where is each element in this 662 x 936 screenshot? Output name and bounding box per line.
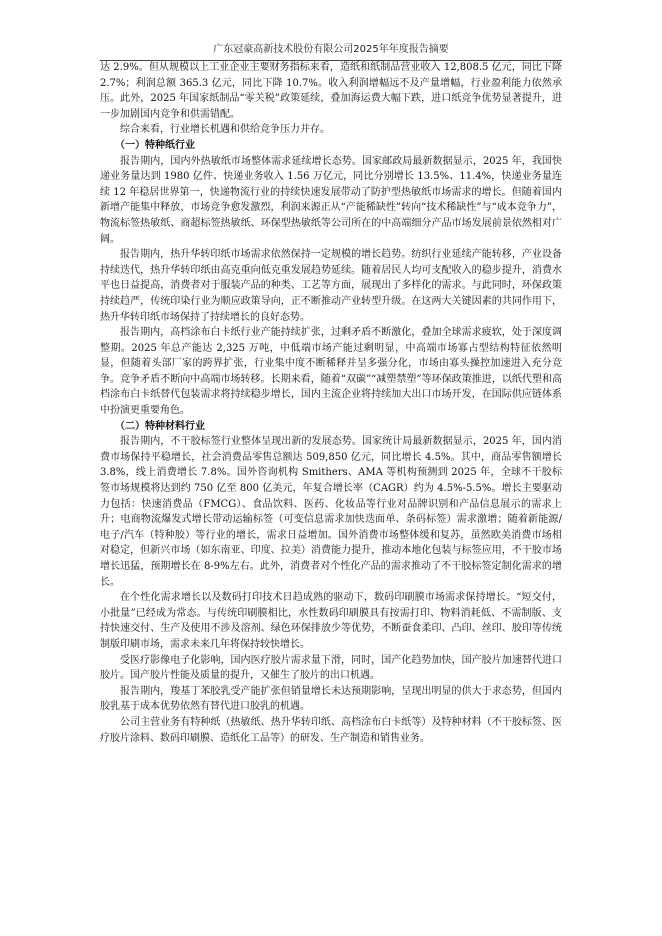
paragraph-coated-board: 报告期内，高档涂布白卡纸行业产能持续扩张，过剩矛盾不断激化，叠加全球需求疲软，处于深度调整期。2025 年总产能达 2,325 万吨，中低端市场产能过剩明显，中高端市场寡占型结构特征依然明显，但随着头部厂家的跨界扩张，行业集中度不断稀释并呈多强分化，市场由寡头操控加速进入充分竞争。竞争矛盾不断向中高端市场转移。长期来看，随着“双碳”“减塑禁塑”等环保政策推进，以纸代塑和高档涂布白卡纸替代包装需求将持续稳步增长，国内主流企业将持续加大出口市场开发，在国际供应链体系中扮演更重要角色。 <box>100 327 562 417</box>
paragraph-summary: 综合来看，行业增长机遇和供给竞争压力并存。 <box>120 124 330 136</box>
paragraph-continued: 达 2.9%。但从规模以上工业企业主要财务指标来看，造纸和纸制品营业收入 12,808.5 亿元，同比下降 2.7%；利润总额 365.3 亿元，同比下降 10.7%。收入利润增幅远不及产量增幅，行业盈利能力依然承压。此外，2025 年国家纸制品“零关税”政策延续，叠加海运费大幅下跌，进口纸竞争优势显著提升，进一步加剧国内竞争和供需错配。 <box>100 62 562 120</box>
section-heading-specialty-materials: （二）特种材料行业 <box>115 420 205 432</box>
section-heading-specialty-paper: （一）特种纸行业 <box>115 139 195 151</box>
paragraph-main-business: 公司主营业务有特种纸（热敏纸、热升华转印纸、高档涂布白卡纸等）及特种材料（不干胶标签、医疗胶片涂料、数码印刷膜、造纸化工品等）的研发、生产制造和销售业务。 <box>100 716 562 744</box>
paragraph-thermal-paper: 报告期内，国内外热敏纸市场整体需求延续增长态势。国家邮政局最新数据显示，2025 年，我国快递业务量达到 1980 亿件、快递业务收入 1.56 万亿元，同比分别增长 13.5%、11.4%，快递业务量连续 12 年稳居世界第一，快递物流行业的持续快速发展带动了防护型热敏纸市场需求的增长。但随着国内新增产能集中释放，市场竞争愈发激烈，利润来源正从“产能稀缺性”转向“技术稀缺性”与“成本竞争力”，物流标签热敏纸、商超标签热敏纸、环保型热敏纸等公司所在的中高端细分产品市场发展前景依然相对广阔。 <box>100 155 562 245</box>
page-header: 广东冠豪高新技术股份有限公司2025年年度报告摘要 <box>100 40 562 61</box>
paragraph-medical-film: 受医疗影像电子化影响，国内医疗胶片需求量下滑，同时，国产化趋势加快，国产胶片加速替代进口胶片。国产胶片性能及质量的提升，又催生了胶片的出口机遇。 <box>100 654 562 682</box>
paragraph-digital-printing-film: 在个性化需求增长以及数码打印技术日趋成熟的驱动下，数码印刷膜市场需求保持增长。“短交付，小批量”已经成为常态。与传统印刷膜相比，水性数码印刷膜具有按需打印、物料消耗低、不需制版、支持快速交付、生产及使用不涉及溶剂、绿色环保排放少等优势，不断蚕食柔印、凸印、丝印、胶印等传统制版印刷市场，需求未来几年将保持较快增长。 <box>100 592 562 650</box>
paragraph-sublimation-paper: 报告期内，热升华转印纸市场需求依然保持一定规模的增长趋势。纺织行业延续产能转移，产业设备持续迭代，热升华转印纸由高克重向低克重发展趋势延续。随着居民人均可支配收入的稳步提升，消费水平也日益提高，消费者对于服装产品的种类、工艺等方面，展现出了多样化的需求。与此同时，环保政策持续趋严，传统印染行业为顺应政策导向，正不断推动产业转型升级。在这两大关键因素的共同作用下，热升华转印纸市场保持了持续增长的良好态势。 <box>100 249 562 323</box>
document-body <box>100 60 562 746</box>
paragraph-self-adhesive-labels: 报告期内，不干胶标签行业整体呈现出新的发展态势。国家统计局最新数据显示，2025 年，国内消费市场保持平稳增长，社会消费品零售总额达 509,850 亿元，同比增长 4.5%。其中，商品零售额增长 3.8%，线上消费增长 7.8%。国外咨询机构 Smithers、AMA 等机构预测到 2025 年，全球不干胶标签市场规模将达到约 750 亿至 800 亿美元，年复合增长率（CAGR）约为 4.5%-5.5%。增长主要驱动力包括：快速消费品（FMCG）、食品饮料、医药、化妆品等行业对品牌识别和产品信息展示的需求上升；电商物流爆发式增长带动运输标签（可变信息需求加快迭面单、条码标签）需求激增；随着新能源/电子/汽车（特种胶）等行业的增长，需求日益增加。国外消费市场整体缓和复苏，虽然欧美消费市场相对稳定，但新兴市场（如东南亚、印度、拉美）消费能力提升，推动本地化包装与标签应用，不干胶市场增长迅猛，预期增长在 8-9%左右。此外，消费者对个性化产品的需求推动了不干胶标签定制化需求的增长。 <box>100 436 562 588</box>
paragraph-latex: 报告期内，羧基丁苯胶乳受产能扩张但销量增长未达预期影响，呈现出明显的供大于求态势，但国内胶乳基于成本优势依然有替代进口胶乳的机遇。 <box>100 685 562 713</box>
